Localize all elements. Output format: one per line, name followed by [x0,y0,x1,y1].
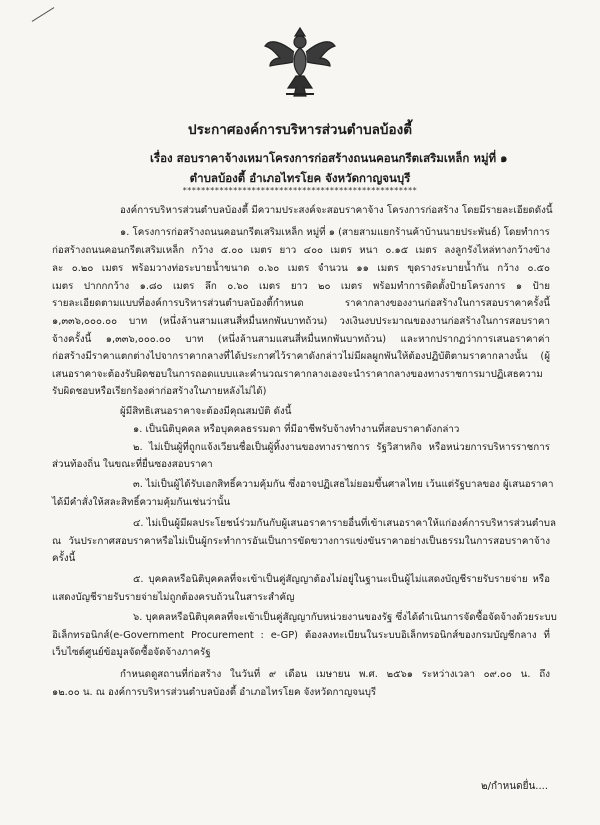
body-line: เมตร ปากกกว้าง ๑.๘๐ เมตร ลึก ๐.๖๐ เมตร ยาว ๒๐ เมตร พร้อมทำการติดตั้งป้ายโครงการ ๑ ป้าย [52,281,550,292]
qualification-item: ๒. ไม่เป็นผู้ที่ถูกแจ้งเวียนชื่อเป็นผู้ทิ้งงานของทางราชการ รัฐวิสาหกิจ หรือหน่วยการบริหารราชการ [133,442,550,453]
body-line: เว็บไซต์ศูนย์ข้อมูลจัดซื้อจัดจ้างภาครัฐ [52,647,211,658]
qualifications-heading: ผู้มีสิทธิเสนอราคาจะต้องมีคุณสมบัติ ดังนี้ [120,406,292,417]
body-line: ๑. โครงการก่อสร้างถนนคอนกรีตเสริมเหล็ก หมู่ที่ ๑ (สายสามแยกร้านค้าบ้านนายประพันธ์) โดยทำการ [120,227,550,238]
body-line: ครั้งนี้ [52,553,76,564]
continuation-note: ๒/กำหนดยื่น.... [481,781,548,792]
announcement-title: ประกาศองค์การบริหารส่วนตำบลบ้องตี้ [188,122,412,138]
body-line: ๑,๓๓๖,๐๐๐.๐๐ บาท (หนึ่งล้านสามแสนสี่หมื่นหกพันบาทถ้วน) วงเงินงบประมาณของงานก่อสร้างในการสอบราคา [52,316,550,327]
scan-pen-mark [32,7,55,22]
body-line: ละ ๐.๒๐ เมตร พร้อมวางท่อระบายน้ำขนาด ๐.๖๐ เมตร จำนวน ๑๑ เมตร ขุดรางระบายน้ำกัน กว้าง ๐.๕๐ [52,263,550,274]
body-line: ก่อสร้างมีราคาแตกต่างไปจากราคากลางที่ได้ประกาศไว้ราคาดังกล่าวไม่มีผลผูกพันให้ต้องปฏิบัติตามราคากลางนั้น (ผู้ [52,351,550,362]
subject-line-2: ตำบลบ้องตี้ อำเภอไทรโยค จังหวัดกาญจนบุรี [189,171,411,185]
body-line: ส่วนท้องถิ่น ในขณะที่ยื่นซองสอบราคา [52,459,213,470]
body-line: องค์การบริหารส่วนตำบลบ้องตี้ มีความประสงค์จะสอบราคาจ้าง โครงการก่อสร้าง โดยมีรายละเอียดดังนี้ [120,205,553,216]
body-line: รับผิดชอบหรือเรียกร้องค่าก่อสร้างในภายหลังไม่ได้) [52,386,267,397]
body-line: อิเล็กทรอนิกส์(e-Government Procurement : e-GP) ต้องลงทะเบียนในระบบอิเล็กทรอนิกส์ของกรมบัญชีกลาง ที่ [52,630,550,641]
qualification-item: ๕. บุคคลหรือนิติบุคคลที่จะเข้าเป็นคู่สัญญาต้องไม่อยู่ในฐานะเป็นผู้ไม่แสดงบัญชีรายรับรายจ่าย หรือ [133,574,550,585]
qualification-item: ๔. ไม่เป็นผู้มีผลประโยชน์ร่วมกันกับผู้เสนอราคารายอื่นที่เข้าเสนอราคาให้แก่องค์การบริหารส่วนตำบล [133,518,556,529]
qualification-item: ๑. เป็นนิติบุคคล หรือบุคคลธรรมดา ที่มีอาชีพรับจ้างทำงานที่สอบราคาดังกล่าว [133,424,460,435]
site-visit-line: กำหนดดูสถานที่ก่อสร้าง ในวันที่ ๙ เดือน เมษายน พ.ศ. ๒๕๖๑ ระหว่างเวลา ๐๙.๐๐ น. ถึง [120,669,550,680]
body-line: ก่อสร้างถนนคอนกรีตเสริมเหล็ก กว้าง ๕.๐๐ เมตร ยาว ๔๐๐ เมตร หนา ๐.๑๕ เมตร ลงลูกรังไหล่ทางกว้างข้าง [52,245,550,256]
subject-line-1: เรื่อง สอบราคาจ้างเหมาโครงการก่อสร้างถนนคอนกรีตเสริมเหล็ก หมู่ที่ ๑ [150,151,508,165]
qualification-item: ๓. ไม่เป็นผู้ได้รับเอกสิทธิ์ความคุ้มกัน ซึ่งอาจปฏิเสธไม่ยอมขึ้นศาลไทย เว้นแต่รัฐบาลของ ผู้เสนอราคา [133,479,554,490]
site-visit-line: ๑๒.๐๐ น. ณ องค์การบริหารส่วนตำบลบ้องตี้ อำเภอไทรโยค จังหวัดกาญจนบุรี [52,687,377,698]
body-line: รายละเอียดตามแบบที่องค์การบริหารส่วนตำบลบ้องตี้กำหนด ราคากลางของงานก่อสร้างในการสอบราคาครั้งนี้ [52,298,550,309]
body-line: แสดงบัญชีรายรับรายจ่ายไม่ถูกต้องครบถ้วนในสาระสำคัญ [52,592,295,603]
body-line: เสนอราคาจะต้องรับผิดชอบในการถอดแบบและคำนวณราคากลางเองจะนำราคากลางของทางราชการมาปฏิเสธความ [52,369,543,380]
garuda-emblem-icon [262,24,338,102]
body-line: ได้มีคำสั่งให้สละสิทธิ์ความคุ้มกันเช่นว่านั้น [52,497,231,508]
body-line: ณ วันประกาศสอบราคาหรือไม่เป็นผู้กระทำการอันเป็นการขัดขวางการแข่งขันราคาอย่างเป็นธรรมในการสอบราคาจ้าง [52,536,550,547]
separator-line: *************************************************** [182,186,418,195]
qualification-item: ๖. บุคคลหรือนิติบุคคลที่จะเข้าเป็นคู่สัญญากับหน่วยงานของรัฐ ซึ่งได้ดำเนินการจัดซื้อจัดจ้างด้วยระบบ [133,612,557,623]
body-line: จ้างครั้งนี้ ๑,๓๓๖,๐๐๐.๐๐ บาท (หนึ่งล้านสามแสนสี่หมื่นหกพันบาทถ้วน) และหากปรากฏว่าการเสนอราคาค่า [52,334,550,345]
